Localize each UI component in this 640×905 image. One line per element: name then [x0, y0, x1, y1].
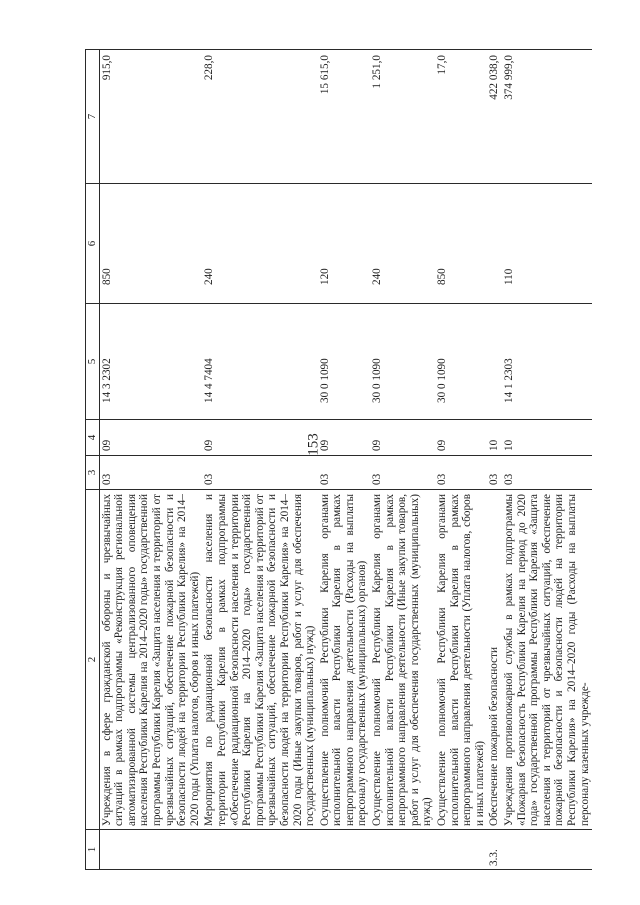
row-amount: 422 038,0 — [487, 50, 502, 184]
header-col-5: 5 — [86, 304, 100, 420]
row-description: Учреждения противопожарной службы в рамках подпрограммы «Пожарная безопасность Республики Карелия на период до 2020 года» государственной программы Республики Карелия «Защита населения и территорий от чрезвычайных ситуаций, обеспечение пожарной безопасности и безопасности людей на территории Республики Карелия» на 2014–2020 годы (Расходы на выплаты персоналу казенных учрежде- — [502, 490, 592, 830]
row-section-code: 03 — [318, 456, 370, 490]
row-number: 3.3. — [487, 830, 502, 870]
row-subsection-code: 10 — [487, 420, 502, 456]
row-expense-type: 120 — [318, 184, 370, 304]
row-amount: 1 251,0 — [370, 50, 435, 184]
table-row — [99, 50, 202, 870]
row-subsection-code: 09 — [99, 420, 202, 456]
table-row — [487, 50, 502, 870]
row-description: Осуществление полномочий Республики Карелия органами исполнительной власти Республики Карелия в рамках непрограммного направления деятельности (Иные закупки товаров, работ и услуг для обеспечения государственных (муниципальных) нужд) — [370, 490, 435, 830]
header-col-2: 2 — [86, 490, 100, 830]
row-target-article: 14 4 7404 — [202, 304, 317, 420]
row-expense-type: 110 — [502, 184, 592, 304]
budget-table-sheet — [85, 50, 640, 870]
table-row — [318, 50, 370, 870]
row-number — [318, 830, 370, 870]
row-description: Учреждения в сфере гражданской обороны и чрезвычайных ситуаций в рамках подпрограммы «Реконструкция региональной автоматизированной системы централизованного оповещения населения Республики Карелия на 2014–2020 годы» государственной программы Республики Карелия «Защита населения и территорий от чрезвычайных ситуаций, обеспечение пожарной безопасности и безопасности людей на территории Республики Карелия» на 2014–2020 годы (Уплата налогов, сборов и иных платежей) — [99, 490, 202, 830]
row-subsection-code: 09 — [435, 420, 487, 456]
table-row — [502, 50, 592, 870]
row-section-code: 03 — [370, 456, 435, 490]
row-subsection-code: 09 — [202, 420, 317, 456]
row-number — [99, 830, 202, 870]
page-number: 153 — [305, 433, 322, 456]
row-subsection-code: 10 — [502, 420, 592, 456]
table-row — [435, 50, 487, 870]
row-section-code: 03 — [435, 456, 487, 490]
row-section-code: 03 — [487, 456, 502, 490]
row-amount: 17,0 — [435, 50, 487, 184]
table-row — [202, 50, 317, 870]
row-amount: 915,0 — [99, 50, 202, 184]
row-target-article: 30 0 1090 — [318, 304, 370, 420]
row-section-code: 03 — [202, 456, 317, 490]
row-amount: 228,0 — [202, 50, 317, 184]
row-subsection-code: 09 — [370, 420, 435, 456]
row-number — [370, 830, 435, 870]
row-expense-type: 850 — [99, 184, 202, 304]
row-target-article: 30 0 1090 — [370, 304, 435, 420]
row-description: Мероприятия по радиационной безопасности населения и территории Республики Карелия в рамках подпрограммы «Обеспечение радиационной безопасности населения и территории Республики Карелия на 2014–2020 годы» государственной программы Республики Карелия «Защита населения и территорий от чрезвычайных ситуаций, обеспечение пожарной безопасности и безопасности людей на территории Республики Карелия» на 2014–2020 годы (Иные закупки товаров, работ и услуг для обеспечения государственных (муниципальных) нужд) — [202, 490, 317, 830]
row-target-article — [487, 304, 502, 420]
row-section-code: 03 — [502, 456, 592, 490]
row-amount: 15 615,0 — [318, 50, 370, 184]
table-header-row — [86, 50, 100, 870]
row-number — [435, 830, 487, 870]
row-expense-type: 850 — [435, 184, 487, 304]
row-section-code: 03 — [99, 456, 202, 490]
table-row — [370, 50, 435, 870]
row-number — [202, 830, 317, 870]
header-col-3: 3 — [86, 456, 100, 490]
row-target-article: 14 1 2303 — [502, 304, 592, 420]
row-description: Обеспечение пожарной безопасности — [487, 490, 502, 830]
row-number — [502, 830, 592, 870]
header-col-6: 6 — [86, 184, 100, 304]
row-subsection-code: 09 — [318, 420, 370, 456]
header-col-1: 1 — [86, 830, 100, 870]
row-description: Осуществление полномочий Республики Карелия органами исполнительной власти Республики Карелия в рамках непрограммного направления деятельности (Расходы на выплаты персоналу государственных (муниципальных) органов) — [318, 490, 370, 830]
budget-table — [85, 49, 592, 870]
header-col-7: 7 — [86, 50, 100, 184]
header-col-4: 4 — [86, 420, 100, 456]
row-expense-type: 240 — [202, 184, 317, 304]
row-amount: 374 999,0 — [502, 50, 592, 184]
row-target-article: 14 3 2302 — [99, 304, 202, 420]
row-description: Осуществление полномочий Республики Карелия органами исполнительной власти Республики Карелия в рамках непрограммного направления деятельности (Уплата налогов, сборов и иных платежей) — [435, 490, 487, 830]
row-target-article: 30 0 1090 — [435, 304, 487, 420]
row-expense-type — [487, 184, 502, 304]
row-expense-type: 240 — [370, 184, 435, 304]
